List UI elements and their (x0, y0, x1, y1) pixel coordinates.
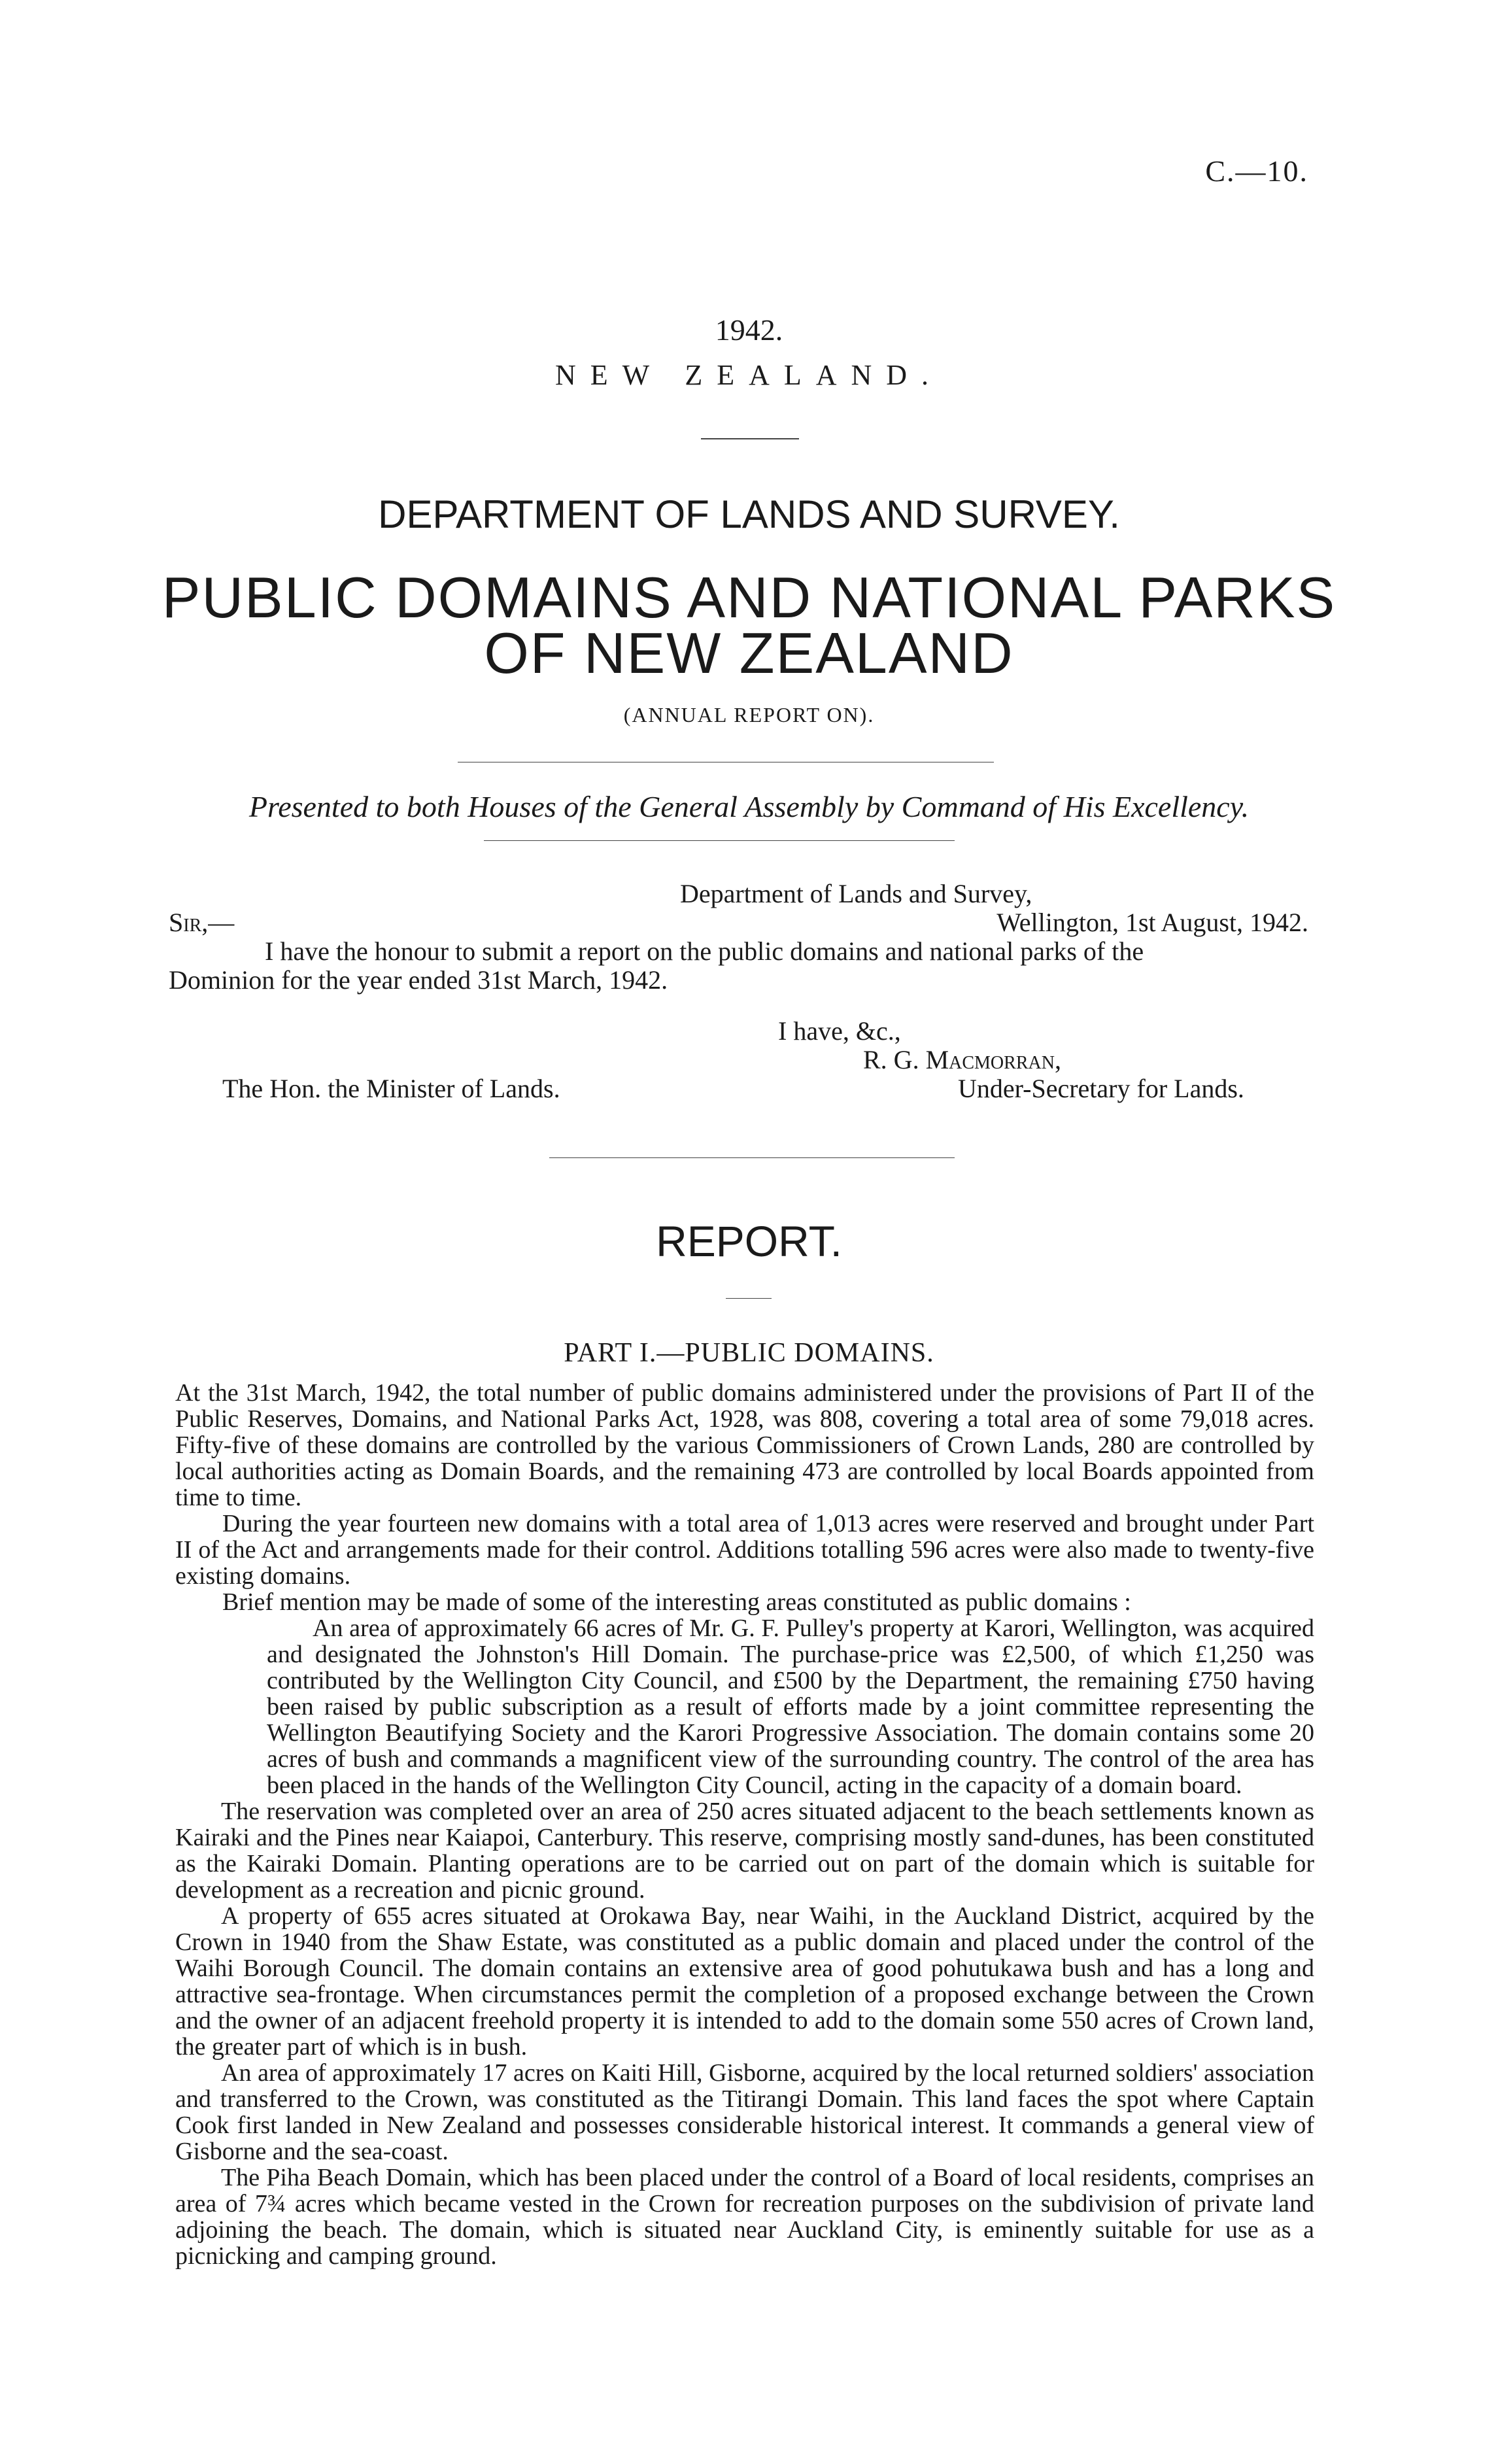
sender-address: Department of Lands and Survey, (680, 879, 1032, 908)
department-heading: DEPARTMENT OF LANDS AND SURVEY. (378, 492, 1120, 536)
report-heading: REPORT. (656, 1217, 842, 1265)
domain-paragraph: The Piha Beach Domain, which has been placed under the control of a Board of local residents, comprises an area of 7¾ acres which became vested in the Crown for recreation purposes on the subdivision of private land adjoining the beach. The domain, which is situated near Auckland City, is eminently suitable for use as a picnicking and camping ground. (175, 2164, 1314, 2270)
document-reference: C.—10. (1205, 154, 1308, 188)
letter-closing: I have, &c., (778, 1016, 901, 1046)
subtitle: (ANNUAL REPORT ON). (623, 703, 875, 727)
report-paragraph: During the year fourteen new domains with a total area of 1,013 acres were reserved and brought under Part II of the Act and arrangements made for their control. Additions totalling 596 acres were also made to twenty-five existing domains. (175, 1510, 1314, 1590)
country-heading: NEW ZEALAND. (554, 359, 944, 391)
report-paragraph: At the 31st March, 1942, the total number of public domains administered under the provisions of Part II of the Public Reserves, Domains, and National Parks Act, 1928, was 808, covering a total area of some 79,018 acres. Fifty-five of these domains are controlled by the various Commissioners of Crown Lands, 280 are controlled by local authorities acting as Domain Boards, and the remaining 473 are controlled by local Boards appointed from time to time. (175, 1379, 1314, 1511)
divider (484, 840, 955, 841)
addressee: The Hon. the Minister of Lands. (222, 1074, 560, 1103)
signatory-name: R. G. Macmorran, (863, 1045, 1061, 1074)
presented-line: Presented to both Houses of the General Assembly by Command of His Excellency. (248, 790, 1250, 823)
document-year: 1942. (715, 313, 783, 347)
report-body (175, 1380, 1314, 2269)
domain-paragraph: An area of approximately 17 acres on Kaiti Hill, Gisborne, acquired by the local returned soldiers' association and transferred to the Crown, was constituted as the Titirangi Domain. This land faces the spot where Captain Cook first landed in New Zealand and possesses considerable historical interest. It commands a general view of Gisborne and the sea-coast. (175, 2059, 1314, 2165)
divider (726, 1298, 772, 1299)
sender-date: Wellington, 1st August, 1942. (996, 908, 1308, 937)
domain-list (175, 1615, 1314, 2269)
letter-body-line-1: I have the honour to submit a report on the public domains and national parks of the (265, 936, 1144, 966)
signatory-title: Under-Secretary for Lands. (958, 1074, 1244, 1103)
domain-paragraph: A property of 655 acres situated at Orokawa Bay, near Waihi, in the Auckland District, acquired by the Crown in 1940 from the Shaw Estate, was constituted as a public domain and placed under the control of the Waihi Borough Council. The domain contains an extensive area of good pohutukawa bush and has a long and attractive sea-frontage. When circumstances permit the completion of a proposed exchange between the Crown and the owner of an adjacent freehold property it is intended to add to the domain some 550 acres of Crown land, the greater part of which is in bush. (175, 1902, 1314, 2061)
part-heading: PART I.—PUBLIC DOMAINS. (564, 1338, 934, 1368)
domain-paragraph: An area of approximately 66 acres of Mr. G. F. Pulley's property at Karori, Wellington, was acquired and designated the Johnston's Hill Domain. The purchase-price was £2,500, of which £1,250 was contributed by the Wellington City Council, and £500 by the Department, the remaining £750 having been raised by public subscription as a result of efforts made by a joint committee representing the Wellington Beautifying Society and the Karori Progressive Association. The domain contains some 20 acres of bush and commands a magnificent view of the surrounding country. The control of the area has been placed in the hands of the Wellington City Council, acting in the capacity of a domain board. (267, 1615, 1314, 1799)
salutation: Sir,— (169, 908, 235, 937)
letter-body-line-2: Dominion for the year ended 31st March, 1942. (169, 965, 668, 995)
domain-paragraph: The reservation was completed over an area of 250 acres situated adjacent to the beach settlements known as Kairaki and the Pines near Kaiapoi, Canterbury. This reserve, comprising mostly sand-dunes, has been constituted as the Kairaki Domain. Planting operations are to be carried out on part of the domain which is suitable for development as a recreation and picnic ground. (175, 1798, 1314, 1904)
divider (549, 1157, 955, 1158)
divider (701, 438, 799, 439)
title-line-2: OF NEW ZEALAND (484, 621, 1014, 685)
title-line-1: PUBLIC DOMAINS AND NATIONAL PARKS (162, 565, 1336, 630)
report-paragraph: Brief mention may be made of some of the interesting areas constituted as public domains : (222, 1588, 1131, 1616)
